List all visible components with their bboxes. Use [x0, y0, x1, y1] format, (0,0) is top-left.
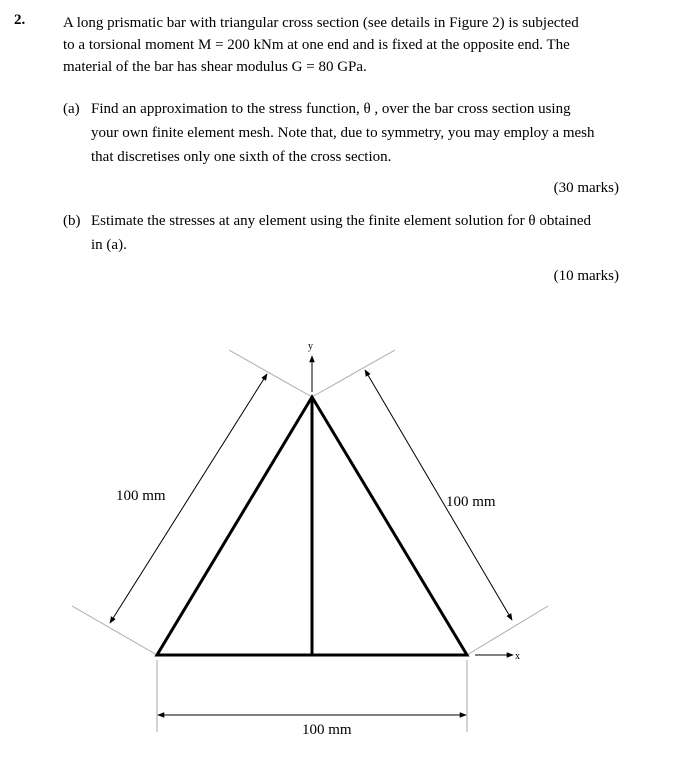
part-a-marks: (30 marks)	[553, 180, 619, 196]
y-axis-label: y	[308, 341, 313, 352]
question-number: 2.	[14, 12, 26, 28]
part-a-label: (a)	[63, 101, 80, 117]
part-a-line: that discretises only one sixth of the cross section.	[91, 149, 392, 165]
extension-line-bottom-right	[467, 606, 548, 655]
extension-line-bottom-left	[72, 606, 157, 655]
intro-line: A long prismatic bar with triangular cross section (see details in Figure 2) is subjected	[63, 15, 579, 31]
part-a-line: Find an approximation to the stress function, θ , over the bar cross section using	[91, 101, 571, 117]
x-axis-label: x	[515, 651, 520, 662]
part-b-line: in (a).	[91, 237, 127, 253]
intro-line: material of the bar has shear modulus G = 80 GPa.	[63, 59, 367, 75]
extension-line-top-right	[312, 350, 395, 397]
part-b-label: (b)	[63, 213, 81, 229]
extension-line-top-left	[229, 350, 312, 397]
part-b-marks: (10 marks)	[553, 268, 619, 284]
dim-label-bottom: 100 mm	[302, 722, 352, 738]
intro-line: to a torsional moment M = 200 kNm at one end and is fixed at the opposite end. The	[63, 37, 570, 53]
dim-label-left: 100 mm	[116, 488, 166, 504]
part-b-line: Estimate the stresses at any element using the finite element solution for θ obtained	[91, 213, 591, 229]
part-a-line: your own finite element mesh. Note that, due to symmetry, you may employ a mesh	[91, 125, 595, 141]
dim-label-right: 100 mm	[446, 494, 496, 510]
